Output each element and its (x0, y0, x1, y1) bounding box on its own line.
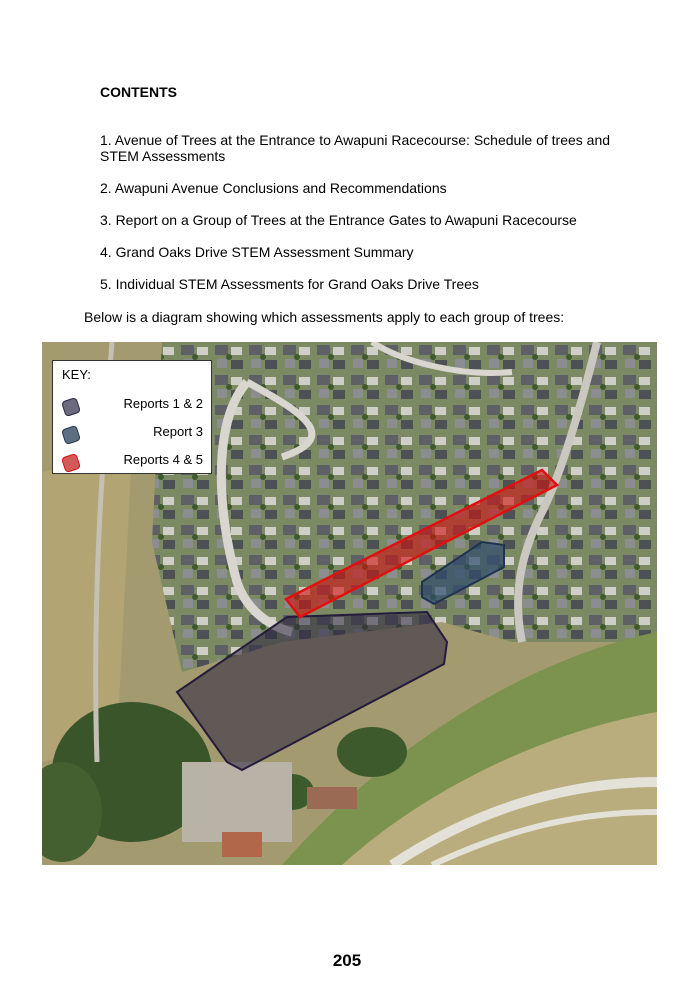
report-3-swatch (61, 425, 81, 445)
key-label: Report 3 (153, 424, 203, 439)
contents-item: 1. Avenue of Trees at the Entrance to Awapuni Racecourse: Schedule of trees and STEM Assessments (100, 132, 611, 164)
reports-4-5-swatch (61, 453, 81, 473)
key-label: Reports 1 & 2 (123, 396, 203, 411)
page-number: 205 (332, 951, 362, 970)
contents-item: 4. Grand Oaks Drive STEM Assessment Summary (100, 244, 414, 260)
key-label: Reports 4 & 5 (123, 452, 203, 467)
key-title: KEY: (62, 367, 91, 382)
reports-1-2-swatch (61, 397, 81, 417)
diagram-intro: Below is a diagram showing which assessments apply to each group of trees: (84, 309, 565, 325)
contents-item: 3. Report on a Group of Trees at the Entrance Gates to Awapuni Racecourse (100, 212, 577, 228)
contents-item: 2. Awapuni Avenue Conclusions and Recommendations (100, 180, 447, 196)
contents-item: 5. Individual STEM Assessments for Grand Oaks Drive Trees (100, 276, 479, 292)
aerial-map (42, 342, 657, 865)
contents-heading: CONTENTS (100, 84, 177, 100)
map-key (52, 360, 212, 474)
